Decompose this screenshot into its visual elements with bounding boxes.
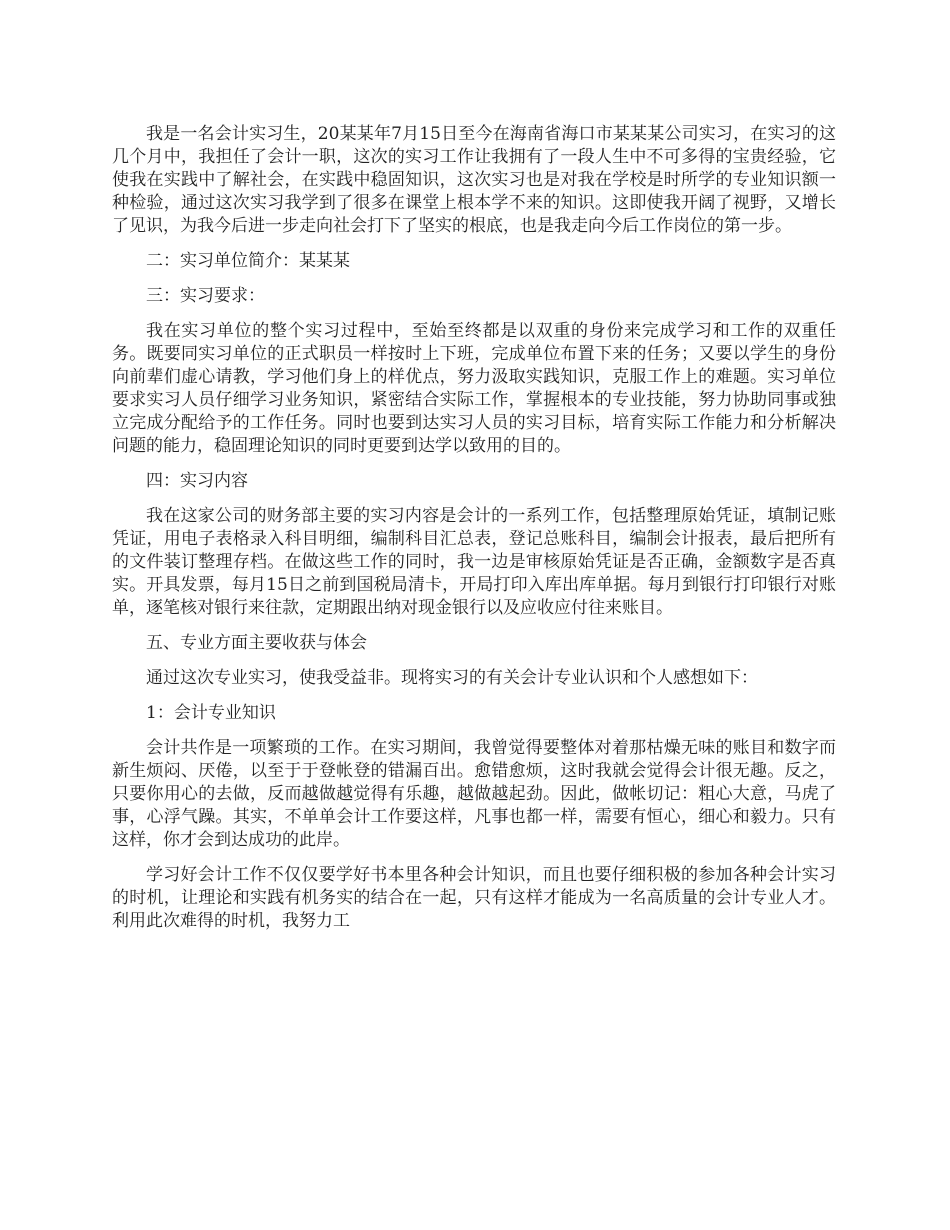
section-heading-content: 四：实习内容 bbox=[146, 471, 248, 491]
closing-paragraph: 学习好会计工作不仅仅要学好书本里各种会计知识，而且也要仔细积极的参加各种会计实习的时机，让理论和实践有机务实的结合在一起，只有这样才能成为一名高质量的会计专业人才。利用此次难得的时机，我努力工 bbox=[112, 865, 836, 931]
content-paragraph: 我在这家公司的财务部主要的实习内容是会计的一系列工作，包括整理原始凭证，填制记账凭证，用电子表格录入科目明细，编制科目汇总表，登记总账科目，编制会计报表，最后把所有的文件装订整理存档。在做这些工作的同时，我一边是审核原始凭证是否正确，金额数字是否真实。开具发票，每月15日之前到国税局清卡，开局打印入库出库单据。每月到银行打印银行对账单，逐笔核对银行来往款，定期跟出纳对现金银行以及应收应付往来账目。 bbox=[112, 506, 836, 618]
section-heading-unit-intro: 二：实习单位简介：某某某 bbox=[146, 251, 350, 271]
section-heading-gains: 五、专业方面主要收获与体会 bbox=[146, 633, 367, 653]
subheading-accounting-knowledge: 1：会计专业知识 bbox=[146, 703, 276, 723]
accounting-knowledge-paragraph: 会计共作是一项繁琐的工作。在实习期间，我曾觉得要整体对着那枯燥无味的账目和数字而新生烦闷、厌倦，以至于于登帐登的错漏百出。愈错愈烦，这时我就会觉得会计很无趣。反之，只要你用心的去做，反而越做越觉得有乐趣，越做越起劲。因此，做帐切记：粗心大意，马虎了事，心浮气躁。其实，不单单会计工作要这样，凡事也都一样，需要有恒心，细心和毅力。只有这样，你才会到达成功的此岸。 bbox=[112, 738, 836, 850]
intro-paragraph: 我是一名会计实习生，20某某年7月15日至今在海南省海口市某某某公司实习，在实习的这几个月中，我担任了会计一职，这次的实习工作让我拥有了一段人生中不可多得的宝贵经验，它使我在实践中了解社会，在实践中稳固知识，这次实习也是对我在学校是时所学的专业知识额一种检验，通过这次实习我学到了很多在课堂上根本学不来的知识。这即使我开阔了视野，又增长了见识，为我今后进一步走向社会打下了坚实的根底，也是我走向今后工作岗位的第一步。 bbox=[112, 124, 836, 236]
requirements-paragraph: 我在实习单位的整个实习过程中，至始至终都是以双重的身份来完成学习和工作的双重任务。既要同实习单位的正式职员一样按时上下班，完成单位布置下来的任务；又要以学生的身份向前辈们虚心请教，学习他们身上的样优点，努力汲取实践知识，克服工作上的难题。实习单位要求实习人员仔细学习业务知识，紧密结合实际工作，掌握根本的专业技能，努力协助同事或独立完成分配给予的工作任务。同时也要到达实习人员的实习目标，培育实际工作能力和分析解决问题的能力，稳固理论知识的同时更要到达学以致用的目的。 bbox=[112, 321, 836, 456]
section-heading-requirements: 三：实习要求： bbox=[146, 286, 265, 306]
gains-intro-line: 通过这次专业实习，使我受益非。现将实习的有关会计专业认识和个人感想如下： bbox=[146, 668, 758, 688]
